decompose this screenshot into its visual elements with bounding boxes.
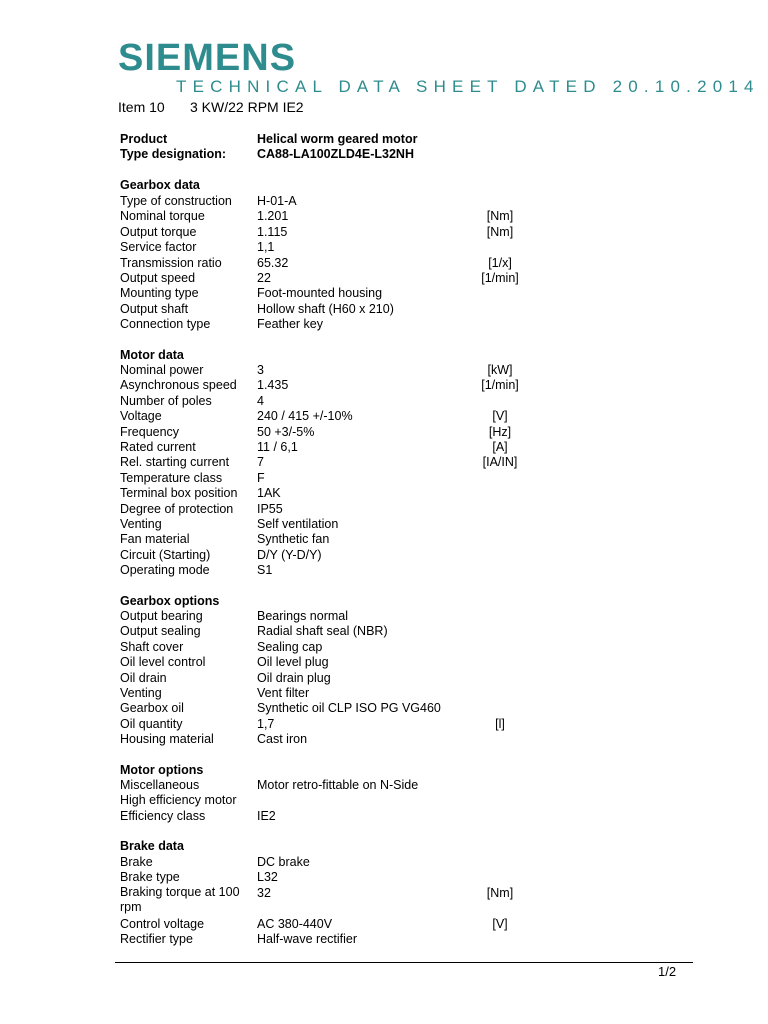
field-label: Nominal power xyxy=(120,363,204,377)
field-value: IE2 xyxy=(257,808,276,823)
field-unit: [Hz] xyxy=(488,424,512,439)
motor-data-row xyxy=(120,424,540,440)
motor-options-title: Motor options xyxy=(120,763,204,777)
motor-data-title: Motor data xyxy=(120,348,184,362)
gearbox-options-row xyxy=(120,685,540,701)
item-number: Item 10 xyxy=(118,99,165,115)
gearbox-data-row xyxy=(120,270,540,286)
field-label: Control voltage xyxy=(120,916,205,931)
field-value: 1.201 xyxy=(257,209,289,224)
field-label: Gearbox oil xyxy=(120,701,184,716)
gearbox-data-title: Gearbox data xyxy=(120,178,200,192)
motor-data-row xyxy=(120,531,540,547)
field-value: 50 +3/-5% xyxy=(257,424,315,439)
type-designation-label: Type designation: xyxy=(120,147,227,161)
field-label: Output shaft xyxy=(120,301,189,316)
field-value: Radial shaft seal (NBR) xyxy=(257,624,388,639)
field-value: AC 380-440V xyxy=(257,916,333,931)
gearbox-options-row xyxy=(120,700,540,716)
footer-divider xyxy=(115,962,693,963)
field-label: Voltage xyxy=(120,409,162,424)
gearbox-options-row xyxy=(120,716,540,732)
field-value: DC brake xyxy=(257,855,310,869)
brake-data-row xyxy=(120,854,540,870)
field-value: Vent filter xyxy=(257,686,310,700)
field-label: Transmission ratio xyxy=(120,255,222,270)
type-designation-value: CA88-LA100ZLD4E-L32NH xyxy=(257,147,414,161)
field-label: Brake xyxy=(120,855,153,869)
field-label: Braking torque at 100 rpm xyxy=(120,884,240,914)
field-label: Output bearing xyxy=(120,609,203,623)
field-label: Venting xyxy=(120,517,162,531)
motor-data-row xyxy=(120,362,540,378)
field-unit: [A] xyxy=(492,440,508,454)
field-value: 1AK xyxy=(257,486,281,501)
field-value: Oil drain plug xyxy=(257,670,331,685)
type-designation-row xyxy=(120,146,540,162)
field-value: Hollow shaft (H60 x 210) xyxy=(257,301,394,316)
field-unit: [1/min] xyxy=(481,271,519,285)
brake-data-title: Brake data xyxy=(120,839,184,853)
field-value: 240 / 415 +/-10% xyxy=(257,409,353,424)
item-description: 3 KW/22 RPM IE2 xyxy=(190,99,304,115)
gearbox-options-row xyxy=(120,608,540,624)
field-value: L32 xyxy=(257,870,278,885)
field-unit: [kW] xyxy=(487,363,513,377)
field-label: Fan material xyxy=(120,532,190,547)
field-label: Housing material xyxy=(120,732,214,747)
motor-data-row xyxy=(120,439,540,455)
field-label: Shaft cover xyxy=(120,639,184,654)
brake-data-row xyxy=(120,916,540,932)
field-label: Temperature class xyxy=(120,470,223,485)
field-label: Asynchronous speed xyxy=(120,378,237,393)
field-value: Self ventilation xyxy=(257,517,339,531)
field-value: Oil level plug xyxy=(257,655,329,670)
gearbox-data-row xyxy=(120,193,540,209)
field-unit: [IA/IN] xyxy=(482,455,518,470)
field-value: Synthetic fan xyxy=(257,532,330,547)
field-label: Output sealing xyxy=(120,624,201,639)
field-label: Connection type xyxy=(120,317,211,332)
field-label: Nominal torque xyxy=(120,209,205,224)
field-label: Type of construction xyxy=(120,194,232,208)
motor-data-row xyxy=(120,393,540,409)
field-value: 22 xyxy=(257,271,271,285)
field-value: 1.435 xyxy=(257,378,289,393)
field-label: Brake type xyxy=(120,870,180,885)
product-row xyxy=(120,131,540,147)
field-value: F xyxy=(257,470,265,485)
gearbox-options-row xyxy=(120,623,540,639)
document-title: TECHNICAL DATA SHEET DATED 20.10.2014 xyxy=(176,77,760,96)
field-label: Oil quantity xyxy=(120,716,183,731)
field-label: Oil level control xyxy=(120,655,206,670)
motor-data-row xyxy=(120,454,540,470)
field-value: 7 xyxy=(257,455,264,470)
field-value: 11 / 6,1 xyxy=(257,440,298,454)
gearbox-data-row xyxy=(120,239,540,255)
field-unit: [l] xyxy=(495,716,505,731)
motor-options-row xyxy=(120,792,540,808)
motor-data-row xyxy=(120,485,540,501)
field-label: Circuit (Starting) xyxy=(120,547,211,562)
field-label: Frequency xyxy=(120,424,180,439)
gearbox-data-row xyxy=(120,316,540,332)
field-value: 1.115 xyxy=(257,224,288,239)
field-value: D/Y (Y-D/Y) xyxy=(257,547,322,562)
motor-data-row xyxy=(120,547,540,563)
field-label: Efficiency class xyxy=(120,808,206,823)
motor-data-row xyxy=(120,408,540,424)
field-value: Bearings normal xyxy=(257,609,349,623)
motor-data-row xyxy=(120,562,540,578)
motor-data-row xyxy=(120,516,540,532)
field-label: Terminal box position xyxy=(120,486,238,501)
motor-data-row xyxy=(120,501,540,517)
field-label: Mounting type xyxy=(120,286,199,301)
field-value: 32 xyxy=(257,885,271,900)
field-label: Operating mode xyxy=(120,563,210,578)
gearbox-data-row xyxy=(120,255,540,271)
field-value: Cast iron xyxy=(257,732,308,747)
field-value: 4 xyxy=(257,393,264,408)
field-label: Service factor xyxy=(120,240,197,255)
field-label: Oil drain xyxy=(120,670,167,685)
siemens-logo: SIEMENS xyxy=(118,37,297,79)
gearbox-options-row xyxy=(120,670,540,686)
motor-options-row xyxy=(120,777,540,793)
gearbox-data-row xyxy=(120,224,540,240)
field-label: Output speed xyxy=(120,271,196,285)
field-label: Number of poles xyxy=(120,393,212,408)
gearbox-options-title: Gearbox options xyxy=(120,594,220,608)
brake-data-row xyxy=(120,885,540,915)
field-value: IP55 xyxy=(257,501,283,516)
field-value: S1 xyxy=(257,563,273,578)
field-label: Output torque xyxy=(120,224,197,239)
product-value: Helical worm geared motor xyxy=(257,132,418,146)
field-unit: [V] xyxy=(492,409,508,424)
field-label: Rated current xyxy=(120,440,196,454)
field-label: Miscellaneous xyxy=(120,778,200,792)
field-unit: [V] xyxy=(492,916,508,931)
page-number: 1/2 xyxy=(658,964,677,979)
field-value: H-01-A xyxy=(257,194,297,208)
gearbox-data-row xyxy=(120,301,540,317)
field-unit: [Nm] xyxy=(486,224,514,239)
field-label: Venting xyxy=(120,686,162,700)
field-value: Foot-mounted housing xyxy=(257,286,383,301)
brake-data-row xyxy=(120,869,540,885)
field-value: 1,7 xyxy=(257,716,275,731)
field-label: Rel. starting current xyxy=(120,455,230,470)
field-unit: [Nm] xyxy=(486,209,514,224)
field-value: 1,1 xyxy=(257,240,275,255)
field-value: 65.32 xyxy=(257,255,289,270)
gearbox-data-row xyxy=(120,285,540,301)
motor-options-row xyxy=(120,808,540,824)
field-unit: [1/min] xyxy=(481,378,519,393)
field-value: Motor retro-fittable on N-Side xyxy=(257,778,419,792)
field-value: Synthetic oil CLP ISO PG VG460 xyxy=(257,701,441,716)
gearbox-data-row xyxy=(120,208,540,224)
field-label: High efficiency motor xyxy=(120,793,237,808)
gearbox-options-row xyxy=(120,731,540,747)
item-line xyxy=(118,98,304,116)
field-unit: [1/x] xyxy=(488,255,512,270)
brake-data-row xyxy=(120,931,540,947)
gearbox-options-row xyxy=(120,654,540,670)
gearbox-options-row xyxy=(120,639,540,655)
field-value: Sealing cap xyxy=(257,639,323,654)
field-value: Half-wave rectifier xyxy=(257,932,358,947)
field-value: Feather key xyxy=(257,317,324,332)
motor-data-row xyxy=(120,377,540,393)
field-label: Degree of protection xyxy=(120,501,234,516)
product-label: Product xyxy=(120,132,168,146)
field-value: 3 xyxy=(257,363,264,377)
field-unit: [Nm] xyxy=(486,885,514,900)
field-label: Rectifier type xyxy=(120,932,193,947)
motor-data-row xyxy=(120,470,540,486)
